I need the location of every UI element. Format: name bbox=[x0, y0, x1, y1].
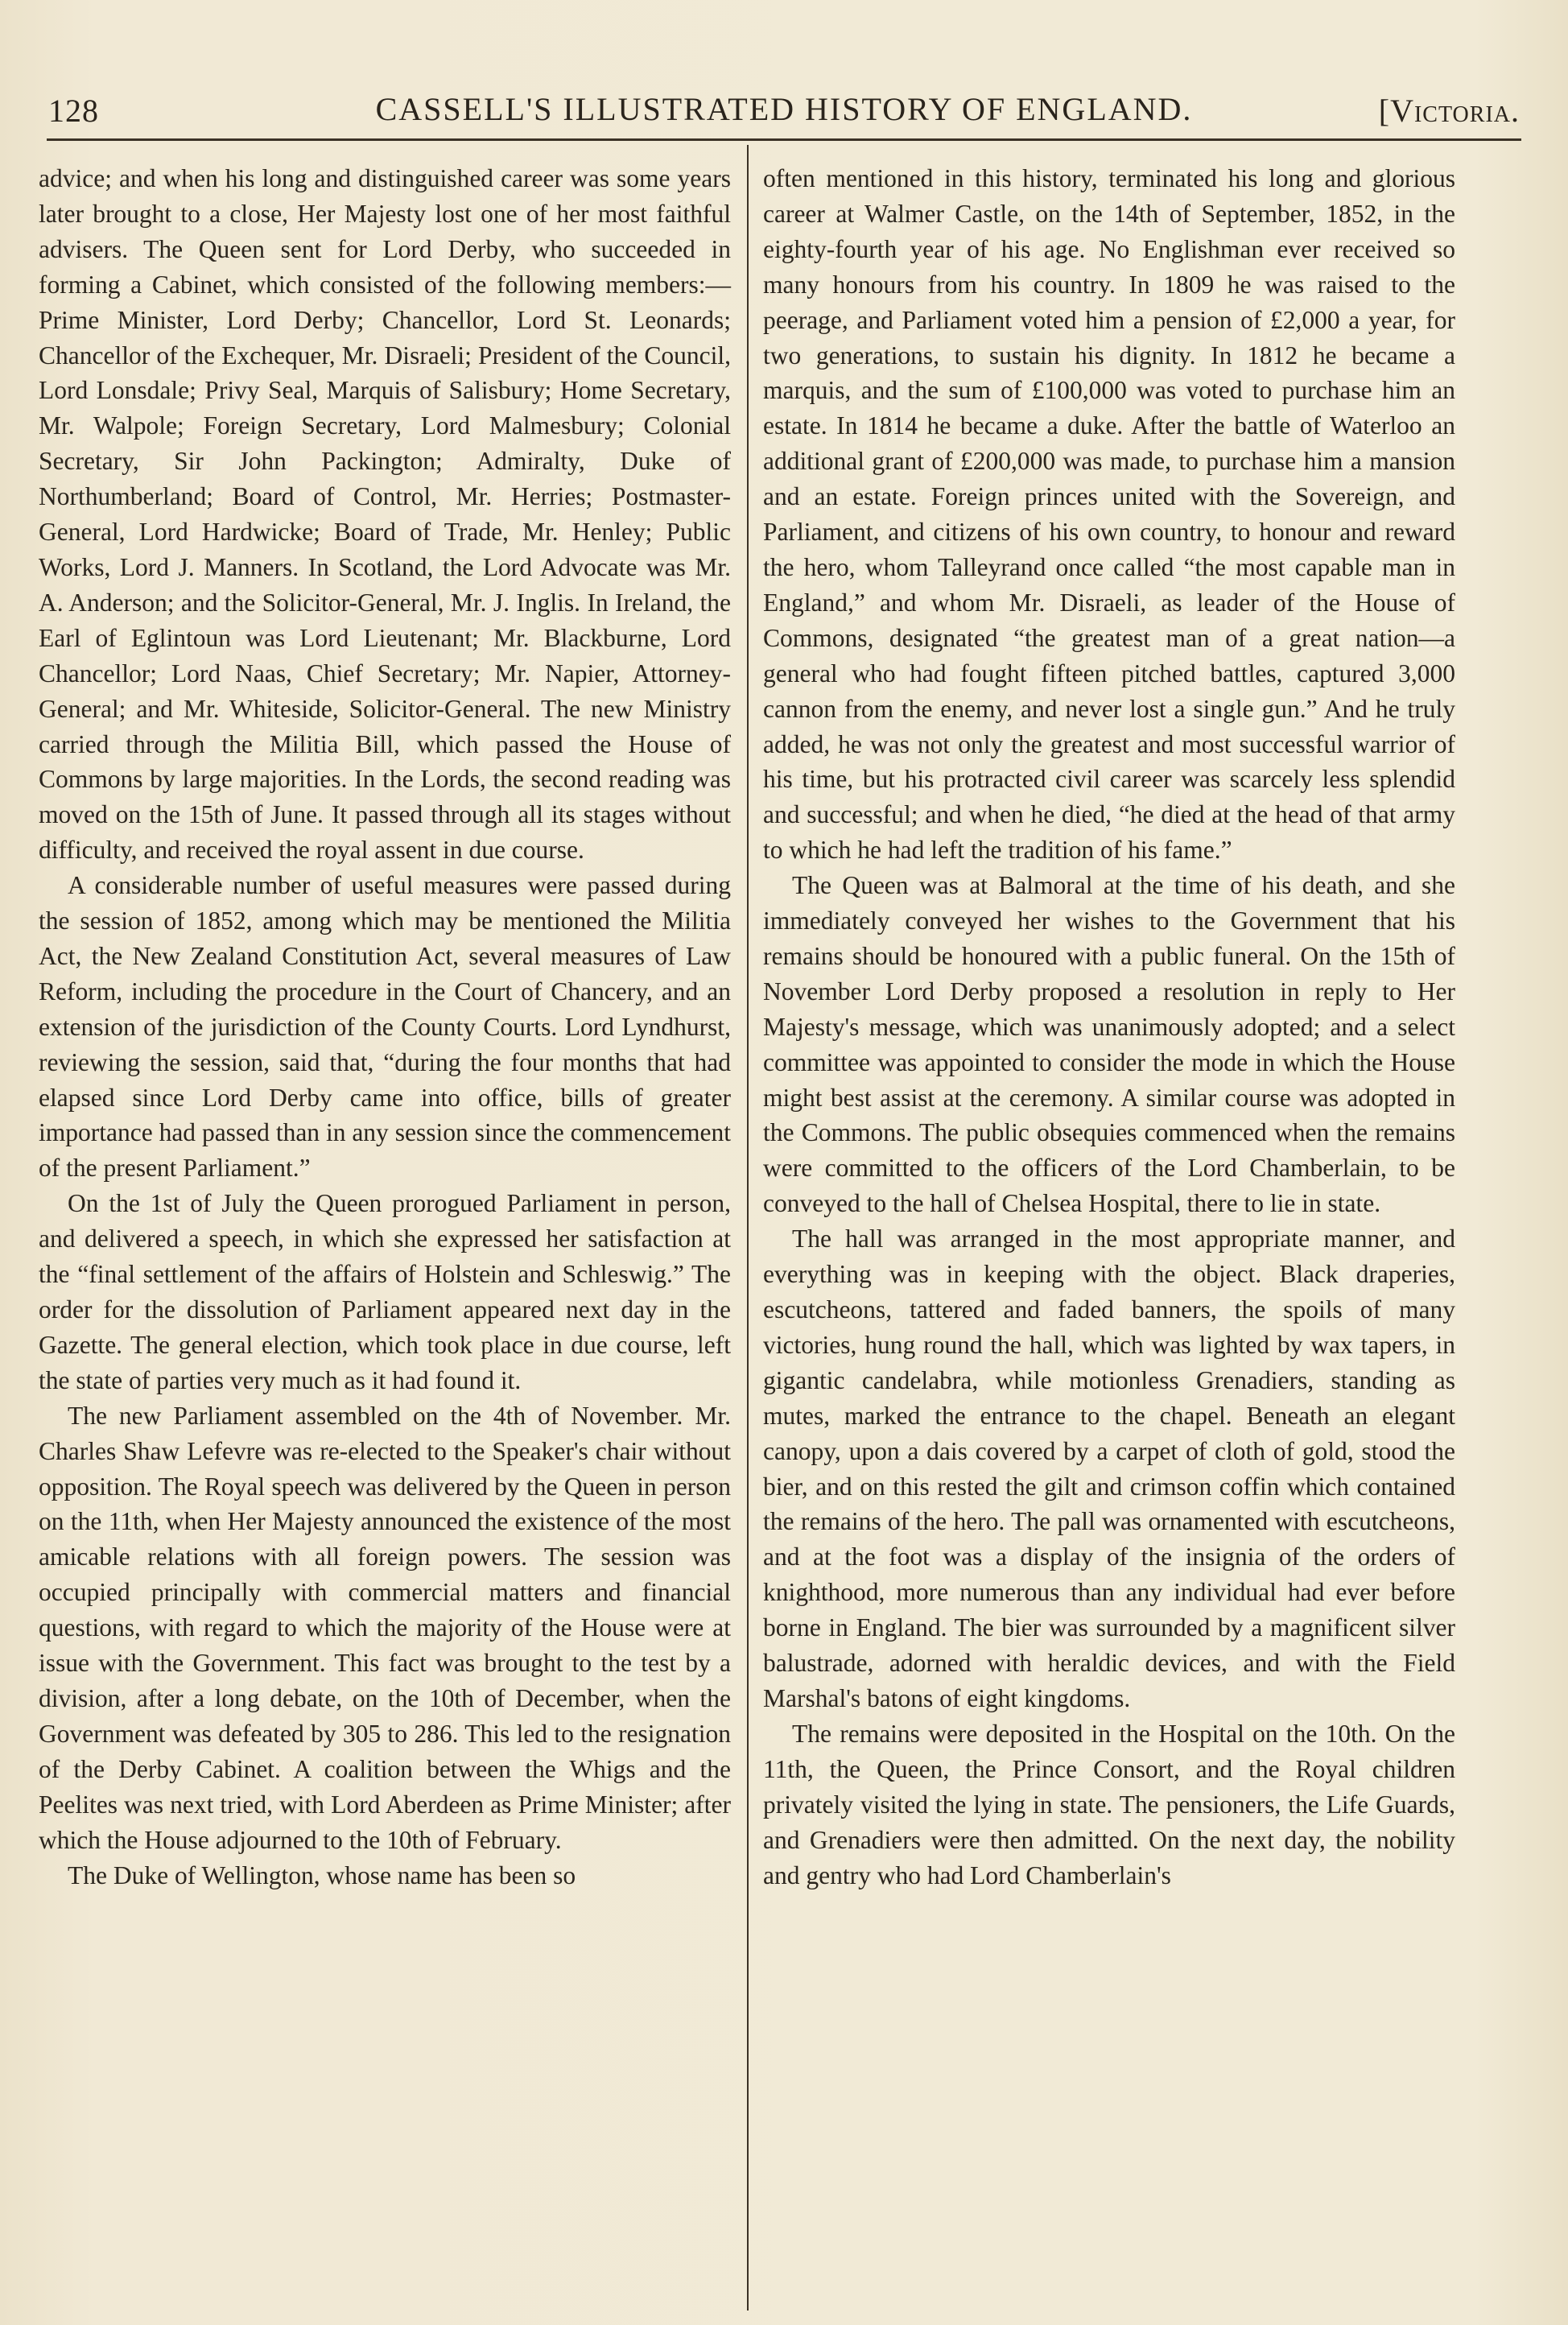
right-column bbox=[763, 161, 1455, 1893]
paragraph: A considerable number of useful measures were passed during the session of 1852, among which may be mentioned the Militia Act, the New Zealand Constitution Act, several measures of Law Reform, including the procedure in the Court of Chancery, and an extension of the jurisdiction of the County Courts. Lord Lyndhurst, reviewing the session, said that, “during the four months that had elapsed since Lord Derby came into office, bills of greater importance had passed than in any session since the commencement of the present Parliament.” bbox=[39, 871, 731, 1183]
paragraph: The hall was arranged in the most appropriate manner, and everything was in keeping with the object. Black draperies, escutcheons, tattered and faded banners, the spoils of many victories, hung round the hall, which was lighted by wax tapers, in gigantic candelabra, while motionless Grenadiers, standing as mutes, marked the entrance to the chapel. Beneath an elegant canopy, upon a dais covered by a carpet of cloth of gold, stood the bier, and on this rested the gilt and crimson coffin which contained the remains of the hero. The pall was ornamented with escutcheons, and at the foot was a display of the insignia of the orders of knighthood, more numerous than any individual had ever before borne in England. The bier was surrounded by a magnificent silver balustrade, adorned with heraldic devices, and with the Field Marshal's batons of eight kingdoms. bbox=[763, 1224, 1455, 1712]
header-rule bbox=[47, 138, 1521, 141]
paragraph: The Duke of Wellington, whose name has been so bbox=[68, 1860, 576, 1889]
column-divider bbox=[747, 145, 749, 2311]
page-number: 128 bbox=[48, 93, 99, 129]
paragraph: often mentioned in this history, terminated his long and glorious career at Walmer Castle, on the 14th of September, 1852, in the eighty-fourth year of his age. No Englishman ever received so many honours from his country. In 1809 he was raised to the peerage, and Parliament voted him a pension of £2,000 a year, for two generations, to sustain his dignity. In 1812 he became a marquis, and the sum of £100,000 was voted to purchase him an estate. In 1814 he became a duke. After the battle of Waterloo an additional grant of £200,000 was made, to purchase him a mansion and an estate. Foreign princes united with the Sovereign, and Parliament, and citizens of his own country, to honour and reward the hero, whom Talleyrand once called “the most capable man in England,” and whom Mr. Disraeli, as leader of the House of Commons, designated “the greatest man of a great nation—a general who had fought fifteen pitched battles, captured 3,000 cannon from the enemy, and never lost a single gun.” And he truly added, he was not only the greatest and most successful warrior of his time, but his protracted civil career was scarcely less splendid and successful; and when he died, “he died at the head of that army to which he had left the tradition of his fame.” bbox=[763, 164, 1455, 865]
left-column bbox=[39, 161, 731, 1893]
running-header bbox=[47, 81, 1521, 130]
paragraph: The new Parliament assembled on the 4th of November. Mr. Charles Shaw Lefevre was re-elected to the Speaker's chair without opposition. The Royal speech was delivered by the Queen in person on the 11th, when Her Majesty announced the existence of the most amicable relations with all foreign powers. The session was occupied principally with commercial matters and financial questions, with regard to which the majority of the House were at issue with the Government. This fact was brought to the test by a division, after a long debate, on the 10th of December, when the Government was defeated by 305 to 286. This led to the resignation of the Derby Cabinet. A coalition between the Whigs and the Peelites was next tried, with Lord Aberdeen as Prime Minister; after which the House adjourned to the 10th of February. bbox=[39, 1401, 731, 1854]
paragraph: The Queen was at Balmoral at the time of his death, and she immediately conveyed her wishes to the Government that his remains should be honoured with a public funeral. On the 15th of November Lord Derby proposed a resolution in reply to Her Majesty's message, which was unanimously adopted; and a select committee was appointed to consider the mode in which the House might best assist at the ceremony. A similar course was adopted in the Commons. The public obsequies commenced when the remains were committed to the officers of the Lord Chamberlain, to be conveyed to the hall of Chelsea Hospital, there to lie in state. bbox=[763, 871, 1455, 1218]
paragraph: On the 1st of July the Queen prorogued Parliament in person, and delivered a speech, in which she expressed her satisfaction at the “final settlement of the affairs of Holstein and Schleswig.” The order for the dissolution of Parliament appeared next day in the Gazette. The general election, which took place in due course, left the state of parties very much as it had found it. bbox=[39, 1189, 731, 1394]
paragraph: advice; and when his long and distinguished career was some years later brought to a close, Her Majesty lost one of her most faithful advisers. The Queen sent for Lord Derby, who succeeded in forming a Cabinet, which consisted of the following members:—Prime Minister, Lord Derby; Chancellor, Lord St. Leonards; Chancellor of the Exchequer, Mr. Disraeli; President of the Council, Lord Lonsdale; Privy Seal, Marquis of Salisbury; Home Secretary, Mr. Walpole; Foreign Secretary, Lord Malmesbury; Colonial Secretary, Sir John Packington; Admiralty, Duke of Northumberland; Board of Control, Mr. Herries; Postmaster-General, Lord Hardwicke; Board of Trade, Mr. Henley; Public Works, Lord J. Manners. In Scotland, the Lord Advocate was Mr. A. Anderson; and the Solicitor-General, Mr. J. Inglis. In Ireland, the Earl of Eglintoun was Lord Lieutenant; Mr. Blackburne, Lord Chancellor; Lord Naas, Chief Secretary; Mr. Napier, Attorney-General; and Mr. Whiteside, Solicitor-General. The new Ministry carried through the Militia Bill, which passed the House of Commons by large majorities. In the Lords, the second reading was moved on the 15th of June. It passed through all its stages without difficulty, and received the royal assent in due course. bbox=[39, 164, 731, 865]
running-title: CASSELL'S ILLUSTRATED HISTORY OF ENGLAND. bbox=[375, 91, 1193, 127]
paragraph: The remains were deposited in the Hospital on the 10th. On the 11th, the Queen, the Prince Consort, and the Royal children privately visited the lying in state. The pensioners, the Life Guards, and Grenadiers were then admitted. On the next day, the nobility and gentry who had Lord Chamberlain's bbox=[763, 1719, 1455, 1889]
reign-label: [Victoria. bbox=[1378, 93, 1520, 129]
